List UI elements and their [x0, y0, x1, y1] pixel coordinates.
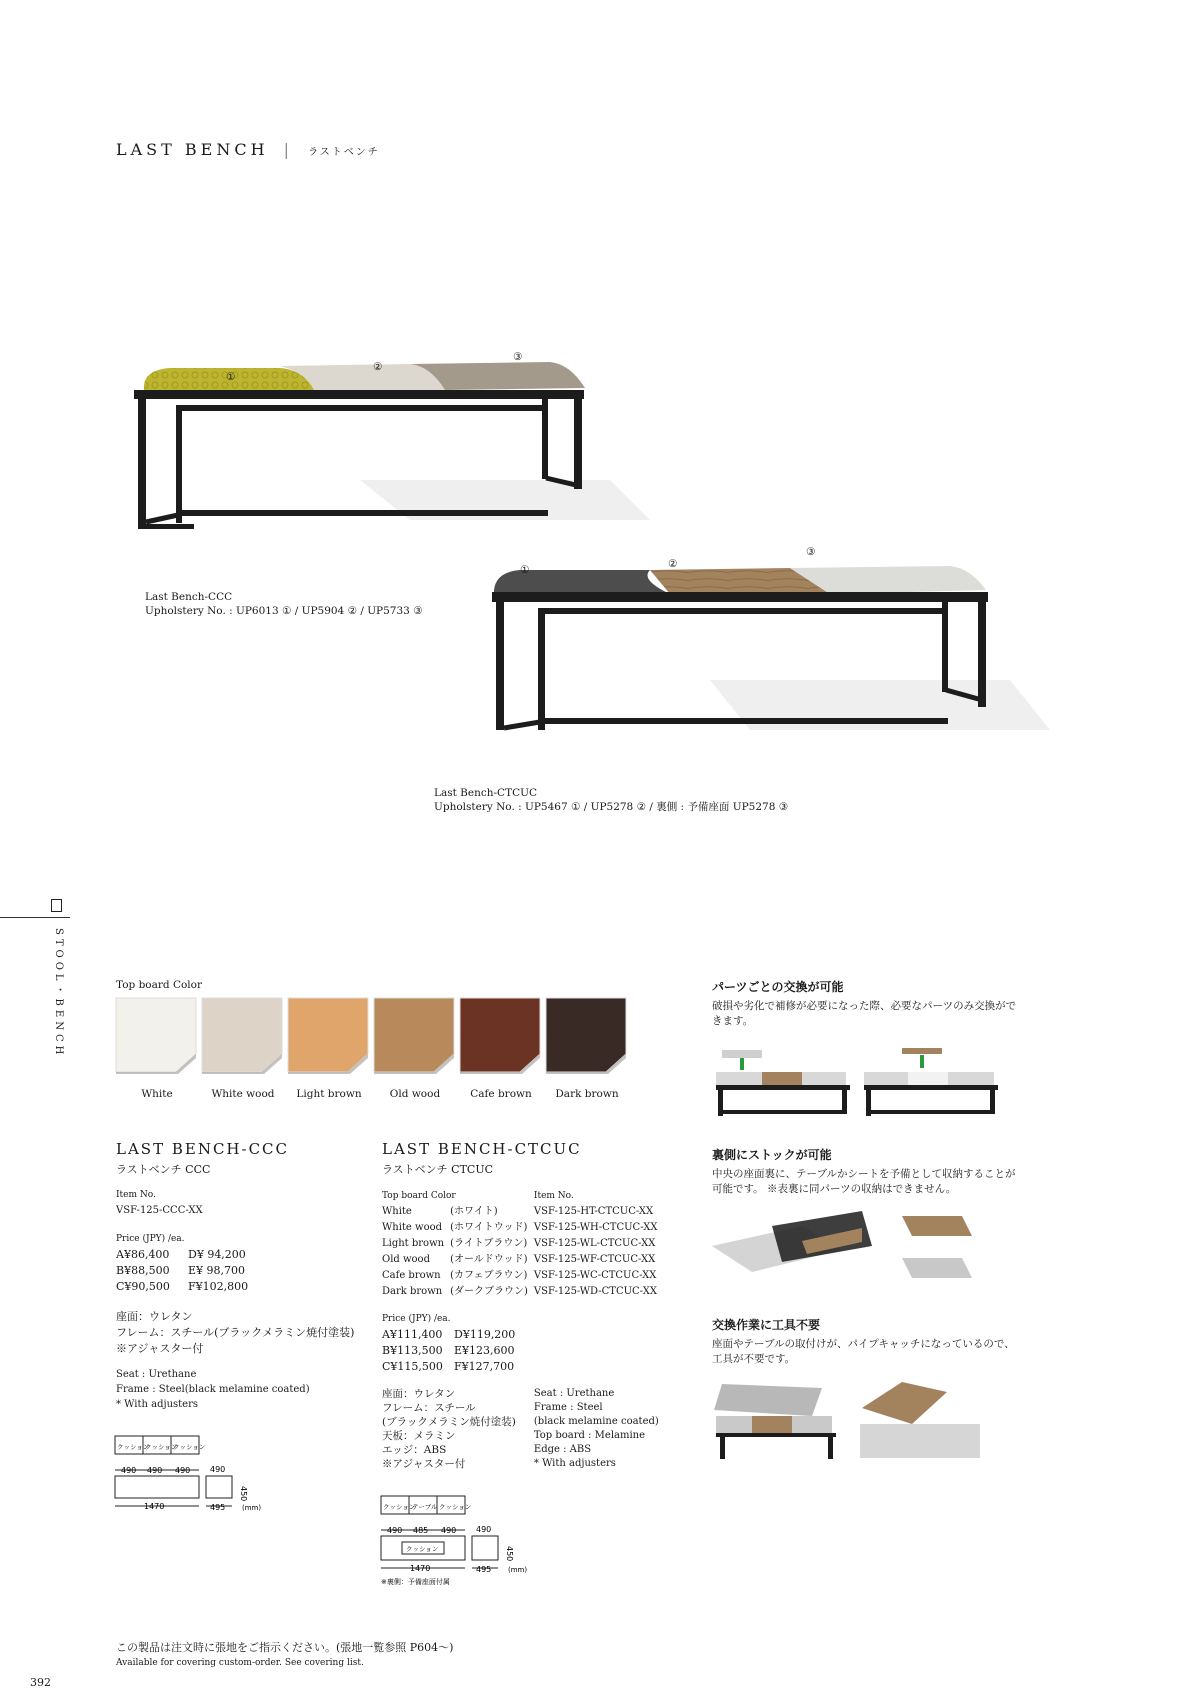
ctcuc-price: C¥115,500 [382, 1360, 443, 1373]
ccc-item-no: VSF-125-CCC-XX [116, 1205, 203, 1216]
ccc-part-label: クッション [117, 1443, 150, 1451]
col-item: Item No. [533, 1191, 574, 1201]
ccc-spec [116, 1140, 354, 1412]
cell: Old wood [382, 1254, 430, 1265]
swatch-chip [286, 996, 370, 1074]
ctcuc-spec-jp [382, 1387, 516, 1471]
ccc-price: B¥88,500 [116, 1264, 170, 1277]
ccc-total-width: 1470 [144, 1502, 165, 1511]
ctcuc-price: F¥127,700 [454, 1360, 515, 1373]
table-header [382, 1188, 663, 1204]
cell: Light brown [382, 1238, 445, 1249]
footer-note [116, 1640, 453, 1671]
swatch-dark-brown [544, 996, 630, 1106]
cell: VSF-125-WL-CTCUC-XX [533, 1238, 656, 1249]
ccc-price: D¥ 94,200 [188, 1248, 246, 1261]
ccc-title: LAST BENCH-CCC [116, 1140, 289, 1158]
ctcuc-price: B¥113,500 [382, 1344, 443, 1357]
ctcuc-spec [382, 1140, 663, 1471]
spec-line: * With adjusters [533, 1458, 616, 1469]
ctcuc-width: 490 [441, 1526, 457, 1535]
ctcuc-caption [434, 786, 788, 814]
ccc-price: E¥ 98,700 [188, 1264, 246, 1277]
cell: Cafe brown [382, 1270, 441, 1281]
ctcuc-side-top: 490 [476, 1525, 492, 1534]
ccc-item-label: Item No. [116, 1190, 156, 1200]
feature-heading: 裏側にストックが可能 [712, 1148, 832, 1162]
swatch-label: Dark brown [555, 1088, 619, 1100]
ccc-caption-name: Last Bench-CCC [145, 591, 233, 603]
ctcuc-width: 485 [413, 1526, 429, 1535]
col-color: Top board Color [382, 1191, 456, 1201]
ctcuc-title: LAST BENCH-CTCUC [382, 1140, 582, 1158]
ctcuc-price: E¥123,600 [454, 1344, 515, 1357]
cell: Dark brown [382, 1286, 443, 1297]
ccc-marker-2: ② [373, 361, 383, 373]
cell: (ホワイト) [450, 1206, 498, 1217]
title-separator: | [283, 140, 294, 159]
swatch-cafe-brown [458, 996, 544, 1106]
ccc-spec-en [116, 1367, 354, 1412]
ccc-side-depth: 495 [210, 1503, 226, 1512]
ccc-caption [145, 590, 423, 618]
swatch-chip [200, 996, 284, 1074]
ctcuc-spec-block [382, 1387, 663, 1471]
spec-line: ※アジャスター付 [116, 1342, 204, 1355]
ctcuc-side-depth: 495 [476, 1565, 492, 1574]
table-row [382, 1220, 663, 1236]
ctcuc-marker-3: ③ [806, 546, 816, 558]
swatch-label: White wood [211, 1088, 275, 1100]
spec-line: Top board : Melamine [533, 1430, 646, 1441]
side-section-label: STOOL・BENCH [53, 928, 64, 1059]
ctcuc-note: ※裏側：予備座面付属 [381, 1578, 450, 1586]
ctcuc-price: A¥111,400 [382, 1328, 443, 1341]
ctcuc-caption-upholstery: Upholstery No. : UP5467 ① / UP5278 ② / 裏側 : 予備座面 UP5278 ③ [434, 801, 789, 813]
feature-text: 座面やテーブルの取付けが、パイプキャッチになっているので、工具が不要です。 [712, 1338, 1015, 1365]
spec-line: ※アジャスター付 [382, 1458, 466, 1470]
feature-3-image [712, 1378, 982, 1460]
spec-line: * With adjusters [116, 1399, 199, 1410]
cell: (ライトブラウン) [450, 1238, 528, 1249]
title-en: LAST BENCH [116, 140, 269, 159]
ctcuc-dimension-diagram [380, 1494, 550, 1602]
swatch-label: White [141, 1088, 173, 1100]
swatch-chip [544, 996, 628, 1074]
swatch-old-wood [372, 996, 458, 1106]
ctcuc-price: D¥119,200 [454, 1328, 516, 1341]
ctcuc-part-label: クッション [383, 1503, 416, 1511]
ctcuc-spec-en [534, 1387, 659, 1471]
swatch-chip [372, 996, 456, 1074]
table-row [382, 1236, 663, 1252]
cell: (オールドウッド) [450, 1254, 528, 1265]
spec-line: Edge : ABS [533, 1444, 592, 1455]
feature-3 [712, 1316, 1022, 1367]
spec-line: 座面：ウレタン [116, 1310, 193, 1323]
ctcuc-total-width: 1470 [410, 1564, 431, 1573]
feature-2-image [712, 1206, 972, 1286]
ccc-caption-upholstery: Upholstery No. : UP6013 ① / UP5904 ② / UP5733 ③ [145, 605, 423, 617]
spec-line: Seat : Urethane [116, 1369, 197, 1380]
spec-line: 座面：ウレタン [382, 1388, 456, 1400]
feature-text: 中央の座面裏に、テーブルかシートを予備として収納することが可能です。 ※表裏に同パーツの収納はできません。 [712, 1168, 1016, 1195]
stool-icon [51, 899, 62, 912]
ctcuc-marker-1: ① [520, 564, 530, 576]
ccc-price: C¥90,500 [116, 1280, 170, 1293]
ctcuc-subtitle: ラストベンチ CTCUC [382, 1163, 494, 1176]
ctcuc-part-label: クッション [439, 1503, 472, 1511]
ccc-price: A¥86,400 [116, 1248, 170, 1261]
ccc-width: 490 [121, 1466, 137, 1475]
ctcuc-width: 490 [387, 1526, 403, 1535]
swatch-white-wood [200, 996, 286, 1106]
spec-line: Frame : Steel [533, 1402, 603, 1413]
swatch-chip [114, 996, 198, 1074]
spec-line: (black melamine coated) [533, 1416, 659, 1427]
ccc-marker-1: ① [226, 371, 236, 383]
ctcuc-under-label: クッション [406, 1545, 439, 1553]
swatch-light-brown [286, 996, 372, 1106]
ccc-spec-jp [116, 1309, 354, 1357]
cell: White wood [382, 1222, 443, 1233]
ccc-part-label: クッション [173, 1443, 206, 1451]
cell: (ホワイトウッド) [450, 1222, 528, 1233]
feature-heading: パーツごとの交換が可能 [712, 980, 844, 994]
spec-line: エッジ：ABS [382, 1444, 447, 1456]
ccc-marker-3: ③ [513, 351, 523, 363]
spec-line: Frame : Steel(black melamine coated) [116, 1384, 310, 1395]
page-number: 392 [30, 1676, 51, 1689]
spec-line: フレーム：スチール [382, 1402, 476, 1414]
ccc-part-label: クッション [145, 1443, 178, 1451]
footer-note-jp: この製品は注文時に張地をご指示ください。(張地一覧参照 P604〜) [116, 1641, 454, 1654]
ctcuc-caption-name: Last Bench-CTCUC [434, 787, 538, 799]
ctcuc-part-label: テーブル [412, 1503, 438, 1511]
ctcuc-marker-2: ② [668, 558, 678, 570]
ccc-price-label: Price (JPY) /ea. [116, 1234, 185, 1244]
footer-note-en: Available for covering custom-order. See covering list. [116, 1658, 364, 1668]
cell: (ダークブラウン) [450, 1286, 528, 1297]
swatch-label: Light brown [296, 1088, 362, 1100]
ccc-price: F¥102,800 [188, 1280, 249, 1293]
swatch-label: Cafe brown [470, 1088, 532, 1100]
ccc-price-list [116, 1247, 354, 1295]
feature-heading: 交換作業に工具不要 [712, 1318, 821, 1332]
feature-2 [712, 1146, 1022, 1197]
ccc-width: 490 [175, 1466, 191, 1475]
cell: VSF-125-WF-CTCUC-XX [533, 1254, 656, 1265]
ccc-dimension-diagram [114, 1434, 274, 1524]
feature-1 [712, 978, 1022, 1029]
ccc-unit: (mm) [242, 1504, 262, 1512]
ctcuc-height: 450 [505, 1546, 514, 1562]
swatch-white [114, 996, 200, 1106]
spec-line: フレーム：スチール(ブラックメラミン焼付塗装) [116, 1326, 355, 1339]
side-divider [0, 917, 70, 918]
ctcuc-price-list [382, 1327, 663, 1375]
feature-1-image [712, 1040, 1002, 1120]
swatch-label: Old wood [389, 1088, 441, 1100]
table-row [382, 1284, 663, 1300]
cell: (カフェブラウン) [450, 1270, 528, 1281]
table-row [382, 1252, 663, 1268]
swatch-chip [458, 996, 542, 1074]
top-board-heading: Top board Color [116, 979, 203, 991]
swatch-row [114, 996, 634, 1106]
bench-ccc-image [130, 350, 650, 560]
table-row [382, 1268, 663, 1284]
cell: VSF-125-WD-CTCUC-XX [533, 1286, 657, 1297]
title-jp: ラストベンチ [308, 147, 380, 158]
ctcuc-unit: (mm) [508, 1566, 528, 1574]
ccc-subtitle: ラストベンチ CCC [116, 1163, 211, 1176]
spec-line: Seat : Urethane [533, 1388, 615, 1399]
ctcuc-item-table [382, 1188, 663, 1300]
cell: VSF-125-HT-CTCUC-XX [533, 1206, 654, 1217]
ccc-side-top: 490 [210, 1465, 226, 1474]
ccc-width: 490 [147, 1466, 163, 1475]
cell: White [382, 1206, 412, 1217]
ccc-height: 450 [239, 1486, 248, 1502]
cell: VSF-125-WC-CTCUC-XX [533, 1270, 657, 1281]
table-row [382, 1204, 663, 1220]
bench-ctcuc-image [490, 560, 1050, 770]
spec-line: (ブラックメラミン焼付塗装) [382, 1416, 516, 1428]
spec-line: 天板：メラミン [382, 1430, 456, 1442]
ctcuc-price-label: Price (JPY) /ea. [382, 1314, 451, 1324]
feature-text: 破損や劣化で補修が必要になった際、必要なパーツのみ交換ができます。 [712, 1000, 1017, 1027]
page-title [116, 140, 380, 159]
cell: VSF-125-WH-CTCUC-XX [533, 1222, 658, 1233]
